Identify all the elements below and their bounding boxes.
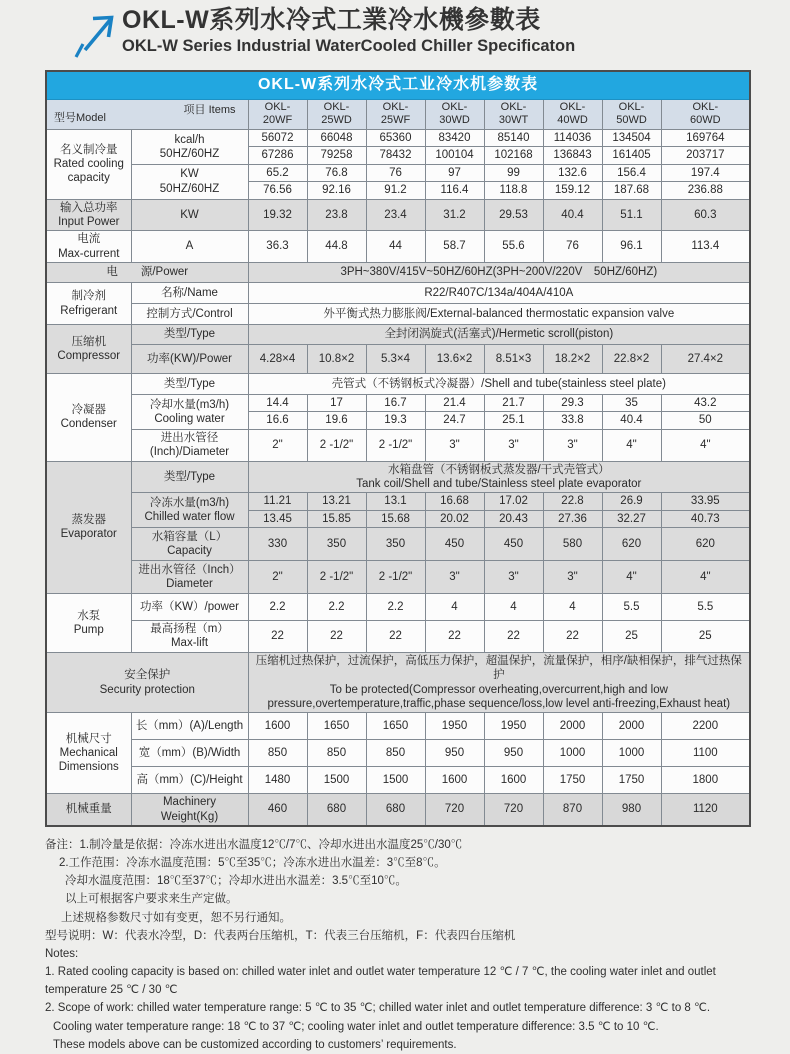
value-cell: 20.43 <box>484 510 543 527</box>
value-cell: 96.1 <box>602 231 661 263</box>
value-cell: 4" <box>602 561 661 594</box>
value-cell: 2200 <box>661 713 750 740</box>
value-cell: 2 -1/2" <box>307 561 366 594</box>
value-cell: 156.4 <box>602 164 661 181</box>
category-zh: 冷凝器 <box>71 403 106 416</box>
note-line: 以上可根据客户要求来生产定做。 <box>65 893 238 906</box>
value-cell: 10.8×2 <box>307 345 366 374</box>
category-zh: 制冷剂 <box>71 290 106 303</box>
value-cell: 4.28×4 <box>248 345 307 374</box>
security-text-zh: 压缩机过热保护，过流保护，高低压力保护，超温保护，流量保护，相序/缺相保护，排气过热保护 <box>255 654 742 682</box>
note-line: Cooling water temperature range: 18 ℃ to 37 ℃; cooling water inlet and outlet temperature difference: 3.5 ℃ to 10 ℃. <box>53 1020 659 1033</box>
value-cell: 76.8 <box>307 164 366 181</box>
value-cell: 4" <box>661 561 750 594</box>
value-cell: 3" <box>543 429 602 461</box>
model-header-cell: OKL- 25WD <box>307 99 366 130</box>
model-header-cell: OKL- 60WD <box>661 99 750 130</box>
value-cell: 21.7 <box>484 395 543 412</box>
note-line: Notes: <box>45 947 79 960</box>
value-cell: 14.4 <box>248 395 307 412</box>
item-cell-refrigerant-control: 控制方式/Control <box>131 304 248 325</box>
value-cell: 1950 <box>484 713 543 740</box>
value-cell: 950 <box>484 740 543 767</box>
value-cell: 980 <box>602 794 661 826</box>
value-cell: 161405 <box>602 147 661 164</box>
value-cell: 1750 <box>543 767 602 794</box>
value-cell: 1600 <box>248 713 307 740</box>
value-cell: 97 <box>425 164 484 181</box>
value-cell: 1480 <box>248 767 307 794</box>
model-header-cell: OKL- 40WD <box>543 99 602 130</box>
value-cell: 2 -1/2" <box>366 561 425 594</box>
note-line: 型号说明：W：代表水冷型，D：代表两台压缩机，T：代表三台压缩机，F：代表四台压缩机 <box>45 929 516 942</box>
model-header-cell: OKL- 25WF <box>366 99 425 130</box>
item-label: 50HZ/60HZ <box>159 147 220 160</box>
category-en: Evaporator <box>60 528 117 541</box>
value-line: 水箱盘管（不锈钢板式蒸发器/干式壳管式） <box>387 463 610 476</box>
evaporator-pipe-row <box>46 561 750 594</box>
value-cell: 22 <box>484 621 543 653</box>
value-cell: 1750 <box>602 767 661 794</box>
value-cell: 27.4×2 <box>661 345 750 374</box>
category-en: Rated cooling capacity <box>53 158 124 185</box>
value-cell: 4" <box>602 429 661 461</box>
item-cell-compressor-power: 功率(KW)/Power <box>131 345 248 374</box>
value-cell: 4 <box>543 594 602 621</box>
notes-en <box>45 945 755 1054</box>
power-supply-label-cell: 电 源/Power <box>46 263 248 283</box>
value-cell: 1950 <box>425 713 484 740</box>
value-cell: 33.95 <box>661 493 750 510</box>
value-cell: 3" <box>425 429 484 461</box>
value-cell: 50 <box>661 412 750 429</box>
value-cell: 22.8×2 <box>602 345 661 374</box>
input-power-row <box>46 199 750 231</box>
value-cell: 850 <box>366 740 425 767</box>
category-en: Refrigerant <box>60 304 118 317</box>
category-en: Input Power <box>58 215 120 228</box>
value-cell: 79258 <box>307 147 366 164</box>
value-cell: 450 <box>484 528 543 561</box>
value-cell: 2.2 <box>366 594 425 621</box>
value-cell: 3" <box>484 429 543 461</box>
value-cell: 76.56 <box>248 182 307 199</box>
item-label: KW <box>180 168 199 181</box>
category-zh: 水泵 <box>77 609 101 622</box>
value-cell: 1650 <box>307 713 366 740</box>
item-cell-current: A <box>131 231 248 263</box>
value-cell: 55.6 <box>484 231 543 263</box>
value-cell: 113.4 <box>661 231 750 263</box>
note-line: 上述规格参数尺寸如有变更，恕不另行通知。 <box>61 911 291 924</box>
category-zh: 名义制冷量 <box>60 143 118 156</box>
value-cell: 114036 <box>543 130 602 147</box>
value-cell: 116.4 <box>425 182 484 199</box>
category-cell-condenser <box>46 374 131 462</box>
value-line: Tank coil/Shell and tube/Stainless steel plate evaporator <box>356 477 642 490</box>
value-cell: 720 <box>425 794 484 826</box>
value-cell: 100104 <box>425 147 484 164</box>
item-cell-length: 长（mm）(A)/Length <box>131 713 248 740</box>
refrigerant-control-value: 外平衡式热力膨胀阀/External-balanced thermostatic expansion valve <box>248 304 750 325</box>
value-cell: 20.02 <box>425 510 484 527</box>
table-banner-row <box>46 71 750 99</box>
category-zh: 蒸发器 <box>71 513 106 526</box>
value-cell: 22.8 <box>543 493 602 510</box>
value-cell: 44 <box>366 231 425 263</box>
value-cell: 44.8 <box>307 231 366 263</box>
value-cell: 22 <box>366 621 425 653</box>
condenser-type-value: 壳管式（不锈钢板式冷凝器）/Shell and tube(stainless steel plate) <box>248 374 750 395</box>
arrow-logo-icon <box>72 6 120 58</box>
value-cell: 350 <box>366 528 425 561</box>
value-cell: 92.16 <box>307 182 366 199</box>
item-label: 进出水管径（Inch） <box>138 563 241 576</box>
item-cell-condenser-pipe <box>131 429 248 461</box>
item-label: (Inch)/Diameter <box>149 446 230 459</box>
value-cell: 5.3×4 <box>366 345 425 374</box>
value-cell: 13.1 <box>366 493 425 510</box>
table-banner: OKL-W系列水冷式工业冷水机参数表 <box>46 71 750 99</box>
security-text-en: To be protected(Compressor overheating,overcurrent,high and low pressure,overtemperature,traffic,phase sequence/loss,low level anti-freezing,Exhaust heat) <box>267 683 731 710</box>
category-cell-current <box>46 231 131 263</box>
value-cell: 19.6 <box>307 412 366 429</box>
value-cell: 32.27 <box>602 510 661 527</box>
category-cell-pump <box>46 594 131 653</box>
value-cell: 19.32 <box>248 199 307 231</box>
value-cell: 620 <box>602 528 661 561</box>
value-cell: 1500 <box>366 767 425 794</box>
value-cell: 1120 <box>661 794 750 826</box>
value-cell: 66048 <box>307 130 366 147</box>
value-cell: 76 <box>543 231 602 263</box>
evaporator-type-row <box>46 461 750 493</box>
value-cell: 29.3 <box>543 395 602 412</box>
value-cell: 67286 <box>248 147 307 164</box>
value-cell: 19.3 <box>366 412 425 429</box>
value-cell: 1500 <box>307 767 366 794</box>
value-cell: 17 <box>307 395 366 412</box>
value-cell: 1650 <box>366 713 425 740</box>
value-cell: 2 -1/2" <box>307 429 366 461</box>
value-cell: 91.2 <box>366 182 425 199</box>
value-cell: 76 <box>366 164 425 181</box>
value-cell: 22 <box>248 621 307 653</box>
value-cell: 40.4 <box>543 199 602 231</box>
value-cell: 4 <box>484 594 543 621</box>
value-cell: 1800 <box>661 767 750 794</box>
condenser-type-row <box>46 374 750 395</box>
item-cell-kcal <box>131 130 248 165</box>
value-cell: 950 <box>425 740 484 767</box>
item-cell-kw <box>131 164 248 199</box>
category-cell-cooling <box>46 130 131 200</box>
value-cell: 23.8 <box>307 199 366 231</box>
corner-model-label: 型号Model <box>54 112 106 125</box>
value-cell: 2.2 <box>248 594 307 621</box>
value-cell: 870 <box>543 794 602 826</box>
value-cell: 680 <box>307 794 366 826</box>
item-label: kcal/h <box>174 133 205 146</box>
category-en: Mechanical Dimensions <box>58 747 119 774</box>
item-label: 水箱容量（L） <box>151 530 228 543</box>
category-zh: 机械尺寸 <box>65 732 112 745</box>
compressor-power-row <box>46 345 750 374</box>
compressor-type-row <box>46 325 750 345</box>
machinery-weight-row <box>46 794 750 826</box>
value-cell: 11.21 <box>248 493 307 510</box>
evaporator-capacity-row <box>46 528 750 561</box>
item-label: Diameter <box>166 578 213 590</box>
note-line: 1. Rated cooling capacity is based on: chilled water inlet and outlet water temperature 12 ℃ / 7 ℃, the cooling water inlet and outlet <box>45 966 716 979</box>
value-cell: 78432 <box>366 147 425 164</box>
value-cell: 22 <box>425 621 484 653</box>
value-cell: 2000 <box>602 713 661 740</box>
value-cell: 83420 <box>425 130 484 147</box>
value-cell: 40.4 <box>602 412 661 429</box>
value-cell: 1100 <box>661 740 750 767</box>
item-cell-pump-power: 功率（KW）/power <box>131 594 248 621</box>
value-cell: 159.12 <box>543 182 602 199</box>
item-cell-weight: Machinery Weight(Kg) <box>131 794 248 826</box>
evaporator-type-value <box>248 461 750 493</box>
item-label: Capacity <box>167 545 212 557</box>
page-title-en: OKL-W Series Industrial WaterCooled Chiller Specificaton <box>122 36 576 55</box>
value-cell: 15.85 <box>307 510 366 527</box>
value-cell: 350 <box>307 528 366 561</box>
value-cell: 13.45 <box>248 510 307 527</box>
value-cell: 197.4 <box>661 164 750 181</box>
category-zh: 压缩机 <box>71 335 106 348</box>
spec-table <box>45 70 751 827</box>
item-label: Max-lift <box>170 637 209 650</box>
value-cell: 134504 <box>602 130 661 147</box>
value-cell: 65.2 <box>248 164 307 181</box>
item-label: Cooling water <box>154 412 225 425</box>
item-label: 50HZ/60HZ <box>159 182 220 195</box>
value-cell: 132.6 <box>543 164 602 181</box>
value-cell: 29.53 <box>484 199 543 231</box>
note-line: 冷却水温度范围：18℃至37℃；冷却水进出水温差：3.5℃至10℃。 <box>65 875 407 888</box>
value-cell: 3" <box>484 561 543 594</box>
value-cell: 1000 <box>543 740 602 767</box>
notes-zh <box>45 836 755 945</box>
model-header-cell: OKL- 30WD <box>425 99 484 130</box>
item-label: Chilled water flow <box>144 511 235 524</box>
value-cell: 236.88 <box>661 182 750 199</box>
security-protection-row <box>46 652 750 713</box>
category-cell-weight: 机械重量 <box>46 794 131 826</box>
value-cell: 620 <box>661 528 750 561</box>
value-cell: 16.7 <box>366 395 425 412</box>
dimension-length-row <box>46 713 750 740</box>
value-cell: 36.3 <box>248 231 307 263</box>
value-cell: 4 <box>425 594 484 621</box>
value-cell: 580 <box>543 528 602 561</box>
item-label: 冷却水量(m3/h) <box>149 398 230 411</box>
model-header-row <box>46 99 750 130</box>
value-cell: 23.4 <box>366 199 425 231</box>
value-cell: 13.6×2 <box>425 345 484 374</box>
item-cell-evaporator-pipe <box>131 561 248 594</box>
value-cell: 40.73 <box>661 510 750 527</box>
security-protection-value <box>248 652 750 713</box>
max-current-row <box>46 231 750 263</box>
value-cell: 24.7 <box>425 412 484 429</box>
value-cell: 22 <box>307 621 366 653</box>
item-cell-refrigerant-name: 名称/Name <box>131 283 248 304</box>
value-cell: 1000 <box>602 740 661 767</box>
corner-items-label: 项目 Items <box>183 103 236 116</box>
notes-section <box>45 836 755 1054</box>
corner-header-cell <box>46 99 248 130</box>
value-cell: 3" <box>425 561 484 594</box>
model-header-cell: OKL- 20WF <box>248 99 307 130</box>
value-cell: 25 <box>602 621 661 653</box>
value-cell: 850 <box>307 740 366 767</box>
evaporator-flow-50hz-row <box>46 493 750 510</box>
page-title-zh: OKL-W系列水冷式工業冷水機參數表 <box>122 6 541 34</box>
pump-lift-row <box>46 621 750 653</box>
condenser-water-50hz-row <box>46 395 750 412</box>
value-cell: 187.68 <box>602 182 661 199</box>
category-cell-evaporator <box>46 461 131 594</box>
value-cell: 680 <box>366 794 425 826</box>
value-cell: 2.2 <box>307 594 366 621</box>
category-cell-refrigerant <box>46 283 131 325</box>
item-cell-condenser-type: 类型/Type <box>131 374 248 395</box>
item-label: 冷冻水量(m3/h) <box>149 496 230 509</box>
value-cell: 4" <box>661 429 750 461</box>
power-supply-row <box>46 263 750 283</box>
value-cell: 25 <box>661 621 750 653</box>
category-zh: 电流 <box>77 233 101 246</box>
model-header-cell: OKL- 50WD <box>602 99 661 130</box>
dimension-width-row <box>46 740 750 767</box>
value-cell: 26.9 <box>602 493 661 510</box>
item-cell-width: 宽（mm）(B)/Width <box>131 740 248 767</box>
document-header <box>0 0 790 62</box>
value-cell: 850 <box>248 740 307 767</box>
value-cell: 35 <box>602 395 661 412</box>
condenser-pipe-row <box>46 429 750 461</box>
category-en: Compressor <box>57 350 121 362</box>
item-label: 进出水管径 <box>160 431 219 444</box>
category-en: Condenser <box>60 418 117 431</box>
note-line: 2. Scope of work: chilled water temperature range: 5 ℃ to 35 ℃; chilled water inlet and outlet temperature difference: 3 ℃ to 8 ℃. <box>45 1002 711 1015</box>
dimension-height-row <box>46 767 750 794</box>
value-cell: 720 <box>484 794 543 826</box>
value-cell: 21.4 <box>425 395 484 412</box>
value-cell: 450 <box>425 528 484 561</box>
value-cell: 2" <box>248 561 307 594</box>
note-line: 2.工作范围：冷冻水温度范围：5℃至35℃；冷冻水进出水温差：3℃至8℃。 <box>59 857 446 870</box>
item-cell-condenser-water <box>131 395 248 430</box>
value-cell: 5.5 <box>661 594 750 621</box>
value-cell: 15.68 <box>366 510 425 527</box>
item-cell-input-power: KW <box>131 199 248 231</box>
cooling-kcal-50hz-row <box>46 130 750 147</box>
power-supply-value-cell: 3PH~380V/415V~50HZ/60HZ(3PH~200V/220V 50HZ/60HZ) <box>248 263 750 283</box>
value-cell: 65360 <box>366 130 425 147</box>
cooling-kw-50hz-row <box>46 164 750 181</box>
category-cell-input-power <box>46 199 131 231</box>
value-cell: 60.3 <box>661 199 750 231</box>
category-cell-compressor <box>46 325 131 374</box>
value-cell: 31.2 <box>425 199 484 231</box>
value-cell: 56072 <box>248 130 307 147</box>
value-cell: 22 <box>543 621 602 653</box>
item-cell-evaporator-capacity <box>131 528 248 561</box>
value-cell: 3" <box>543 561 602 594</box>
value-cell: 99 <box>484 164 543 181</box>
value-cell: 13.21 <box>307 493 366 510</box>
note-line: These models above can be customized according to customers’ requirements. <box>53 1038 457 1051</box>
value-cell: 43.2 <box>661 395 750 412</box>
value-cell: 18.2×2 <box>543 345 602 374</box>
category-cell-dimensions <box>46 713 131 794</box>
value-cell: 27.36 <box>543 510 602 527</box>
value-cell: 58.7 <box>425 231 484 263</box>
category-en: Max-current <box>58 247 120 260</box>
value-cell: 16.6 <box>248 412 307 429</box>
refrigerant-name-value: R22/R407C/134a/404A/410A <box>248 283 750 304</box>
compressor-type-value: 全封闭涡旋式(活塞式)/Hermetic scroll(piston) <box>248 325 750 345</box>
value-cell: 25.1 <box>484 412 543 429</box>
model-header-cell: OKL- 30WT <box>484 99 543 130</box>
item-cell-evaporator-flow <box>131 493 248 528</box>
item-cell-compressor-type: 类型/Type <box>131 325 248 345</box>
note-line: temperature 25 ℃ / 30 ℃ <box>45 984 178 997</box>
refrigerant-control-row <box>46 304 750 325</box>
pump-power-row <box>46 594 750 621</box>
note-line: 备注：1.制冷量是依据：冷冻水进出水温度12℃/7℃、冷却水进出水温度25℃/30℃ <box>45 839 463 851</box>
item-label: 最高扬程（m） <box>150 623 229 635</box>
value-cell: 203717 <box>661 147 750 164</box>
value-cell: 2" <box>248 429 307 461</box>
value-cell: 8.51×3 <box>484 345 543 374</box>
value-cell: 85140 <box>484 130 543 147</box>
item-cell-evaporator-type: 类型/Type <box>131 461 248 493</box>
category-cell-security <box>46 652 248 713</box>
value-cell: 169764 <box>661 130 750 147</box>
value-cell: 5.5 <box>602 594 661 621</box>
item-cell-pump-lift <box>131 621 248 653</box>
value-cell: 1600 <box>484 767 543 794</box>
value-cell: 118.8 <box>484 182 543 199</box>
category-zh: 输入总功率 <box>60 201 118 214</box>
value-cell: 102168 <box>484 147 543 164</box>
value-cell: 330 <box>248 528 307 561</box>
item-cell-height: 高（mm）(C)/Height <box>131 767 248 794</box>
value-cell: 33.8 <box>543 412 602 429</box>
value-cell: 16.68 <box>425 493 484 510</box>
value-cell: 1600 <box>425 767 484 794</box>
value-cell: 460 <box>248 794 307 826</box>
category-en: Security protection <box>99 683 195 696</box>
value-cell: 2 -1/2" <box>366 429 425 461</box>
value-cell: 136843 <box>543 147 602 164</box>
value-cell: 2000 <box>543 713 602 740</box>
value-cell: 17.02 <box>484 493 543 510</box>
category-zh: 安全保护 <box>124 669 171 682</box>
category-en: Pump <box>73 623 104 636</box>
refrigerant-name-row <box>46 283 750 304</box>
value-cell: 51.1 <box>602 199 661 231</box>
